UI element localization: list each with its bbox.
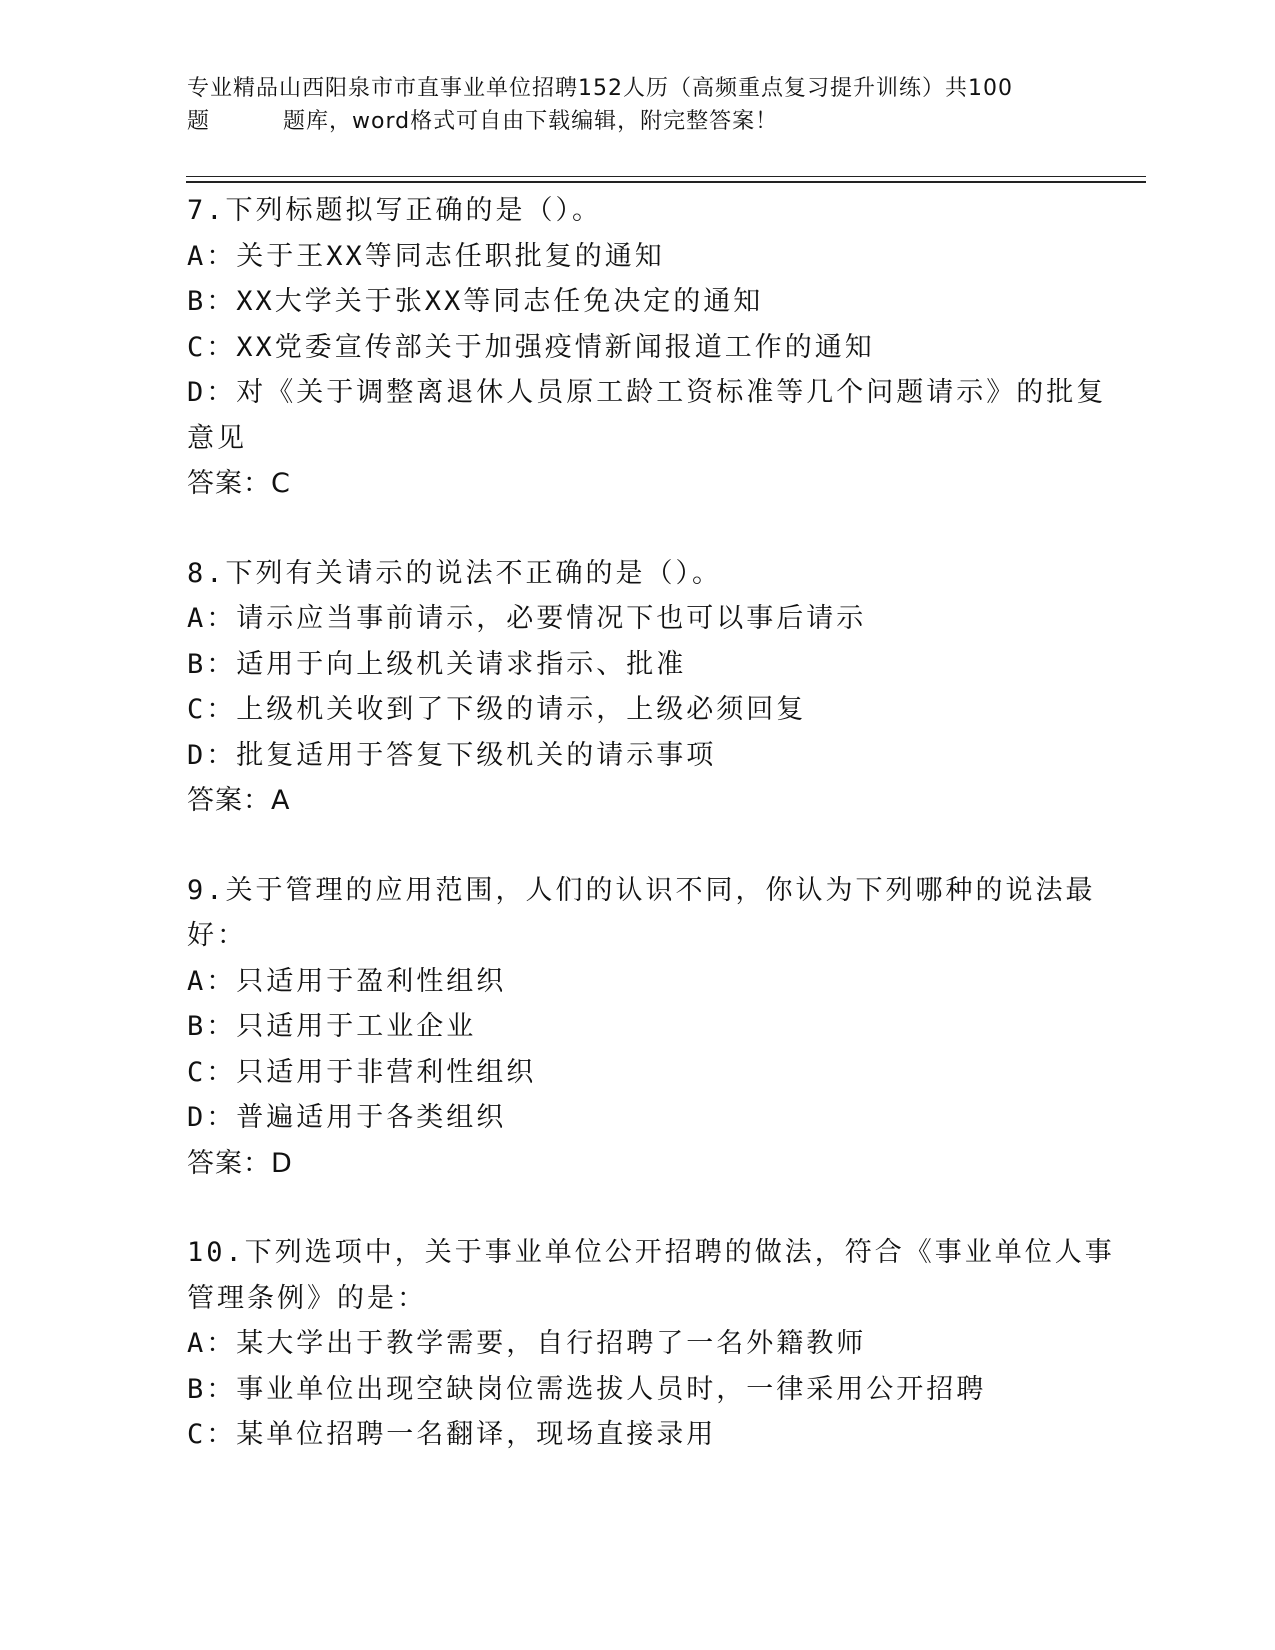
question-9 [187,868,1096,1187]
question-stem: 9.关于管理的应用范围，人们的认识不同，你认为下列哪种的说法最 [187,874,1096,906]
answer: 答案：A [187,785,291,816]
question-stem: 7.下列标题拟写正确的是（）。 [187,195,603,226]
question-stem: 10.下列选项中，关于事业单位公开招聘的做法，符合《事业单位人事 [187,1237,1115,1268]
question-spacer [187,1186,1087,1230]
header-line-2 [187,105,1087,138]
option-b: B：事业单位出现空缺岗位需选拔人员时，一律采用公开招聘 [187,1373,987,1405]
option-d: D：普遍适用于各类组织 [187,1102,507,1133]
option-c: C：上级机关收到了下级的请示，上级必须回复 [187,694,807,725]
option-d: D：对《关于调整离退休人员原工龄工资标准等几个问题请示》的批复 [187,377,1107,408]
question-stem-continued: 管理条例》的是： [187,1282,427,1314]
option-d: D：批复适用于答复下级机关的请示事项 [187,739,717,771]
option-b: B：适用于向上级机关请求指示、批准 [187,648,687,680]
option-a: A：只适用于盈利性组织 [187,965,507,997]
header-divider-thick [186,181,1146,183]
header-divider-thin [186,176,1146,177]
question-stem-continued: 好： [187,920,247,951]
option-c: C：某单位招聘一名翻译，现场直接录用 [187,1419,717,1450]
question-10 [187,1230,1115,1458]
answer: 答案：D [187,1147,293,1179]
document-header [187,72,1087,138]
question-8 [187,551,1087,824]
option-b: B：只适用于工业企业 [187,1011,477,1042]
header-line-2-lead: 题 [187,109,211,134]
option-c: C：XX党委宣传部关于加强疫情新闻报道工作的通知 [187,331,875,363]
header-line-2-rest: 题库，word格式可自由下载编辑，附完整答案！ [283,109,779,134]
option-a: A：某大学出于教学需要，自行招聘了一名外籍教师 [187,1328,867,1359]
header-line-1: 专业精品山西阳泉市市直事业单位招聘152人历（高频重点复习提升训练）共100 [187,76,1013,101]
option-a: A：请示应当事前请示，必要情况下也可以事后请示 [187,603,867,634]
question-list [187,188,1115,1458]
answer: 答案：C [187,468,291,499]
option-c: C：只适用于非营利性组织 [187,1056,537,1088]
option-d-continued: 意见 [187,422,247,454]
question-spacer [187,507,1087,551]
question-stem: 8.下列有关请示的说法不正确的是（）。 [187,557,723,589]
option-b: B：XX大学关于张XX等同志任免决定的通知 [187,286,764,317]
option-a: A：关于王XX等同志任职批复的通知 [187,240,665,272]
question-spacer [187,824,1087,868]
question-7 [187,188,1107,507]
